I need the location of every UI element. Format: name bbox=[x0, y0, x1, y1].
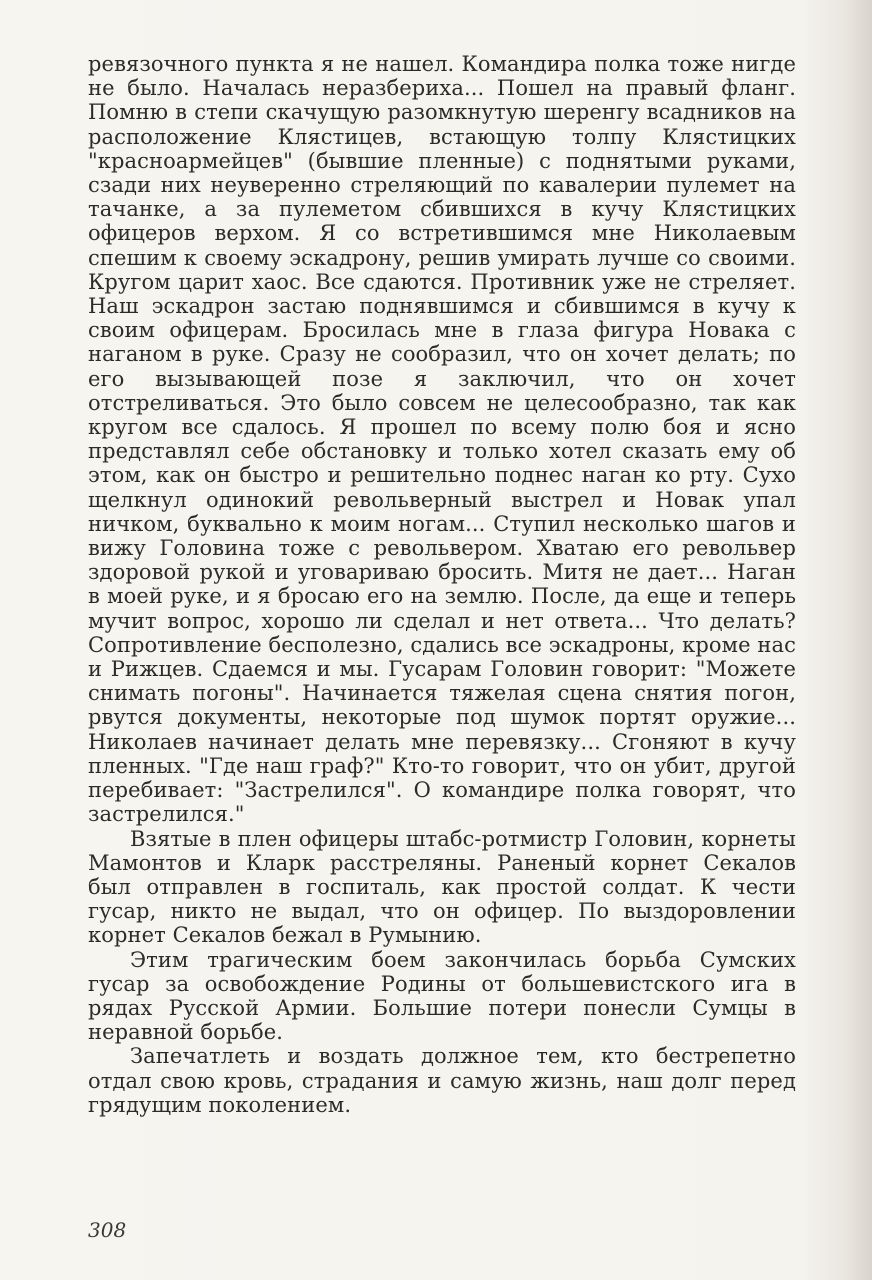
paragraph-1: ревязочного пункта я не нашел. Командира полка тоже нигде не было. Началась неразбериха... Пошел на правый фланг. Помню в степи скачущую разомкнутую шеренгу всадников на расположение Клястицев, встающую толпу Клястицких "красноармейцев" (бывшие пленные) с поднятыми руками, сзади них неуверенно стреляющий по кавалерии пулемет на тачанке, а за пулеметом сбившихся в кучу Клястицких офицеров верхом. Я со встретившимся мне Николаевым спешим к своему эскадрону, решив умирать лучше со своими. Кругом царит хаос. Все сдаются. Противник уже не стреляет. Наш эскадрон застаю поднявшимся и сбившимся в кучу к своим офицерам. Бросилась мне в глаза фигура Новака с наганом в руке. Сразу не сообразил, что он хочет делать; по его вызывающей позе я заключил, что он хочет отстреливаться. Это было совсем не целесообразно, так как кругом все сдалось. Я прошел по всему полю боя и ясно представлял себе обстановку и только хотел сказать ему об этом, как он быстро и решительно поднес наган ко рту. Сухо щелкнул одинокий револьверный выстрел и Новак упал ничком, буквально к моим ногам... Ступил несколько шагов и вижу Головина тоже с револьвером. Хватаю его револьвер здоровой рукой и уговариваю бросить. Митя не дает... Наган в моей руке, и я бросаю его на землю. После, да еще и теперь мучит вопрос, хорошо ли сделал и нет ответа... Что делать? Сопротивление бесполезно, сдались все эскадроны, кроме нас и Рижцев. Сдаемся и мы. Гусарам Головин говорит: "Можете снимать погоны". Начинается тяжелая сцена снятия погон, рвутся документы, некоторые под шумок портят оружие... Николаев начинает делать мне перевязку... Сгоняют в кучу пленных. "Где наш граф?" Кто-то говорит, что он убит, другой перебивает: "Застрелился". О командире полка говорят, что застрелился." bbox=[88, 52, 796, 827]
paragraph-4: Запечатлеть и воздать должное тем, кто бестрепетно отдал свою кровь, страдания и самую жизнь, наш долг перед грядущим поколением. bbox=[88, 1044, 796, 1117]
page-text bbox=[88, 52, 796, 1117]
paragraph-2: Взятые в плен офицеры штабс-ротмистр Головин, корнеты Мамонтов и Кларк расстреляны. Раненый корнет Секалов был отправлен в госпиталь, как простой солдат. К чести гусар, никто не выдал, что он офицер. По выздоровлении корнет Секалов бежал в Румынию. bbox=[88, 826, 796, 948]
page-number: 308 bbox=[88, 1218, 127, 1242]
paragraph-3: Этим трагическим боем закончилась борьба Сумских гусар за освобождение Родины от большевистского ига в рядах Русской Армии. Большие потери понесли Сумцы в неравной борьбе. bbox=[88, 947, 796, 1045]
